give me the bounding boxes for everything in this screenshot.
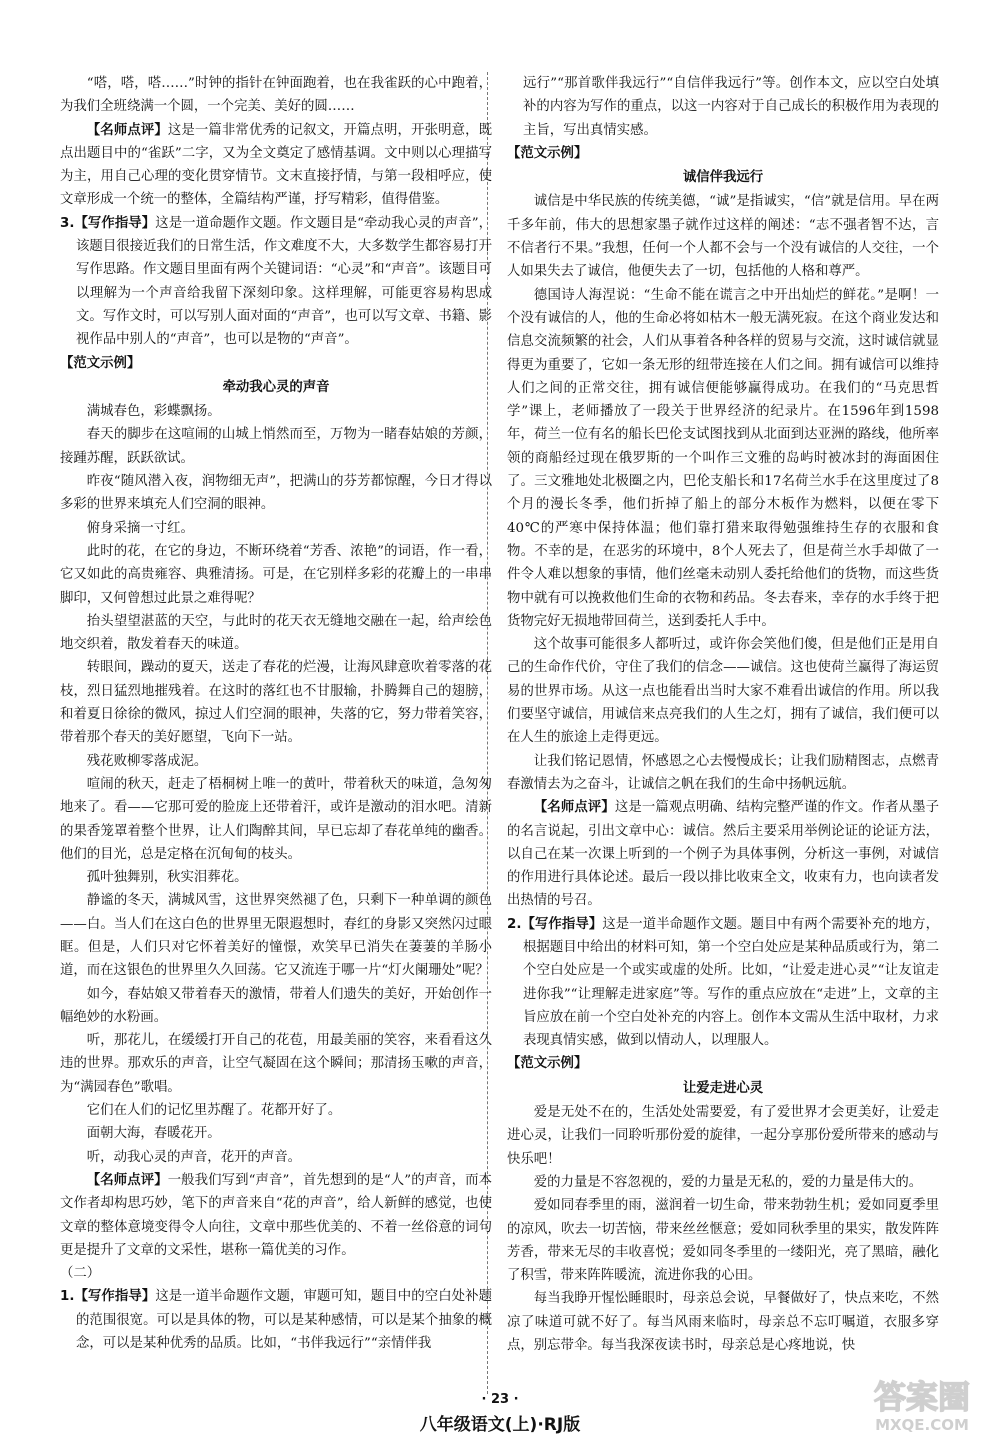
- teacher-comment: [507, 796, 939, 912]
- essay-paragraph: 残花败柳零落成泥。: [86, 753, 208, 769]
- teacher-comment: [60, 1169, 492, 1262]
- essay-paragraph: 孤叶独舞别，秋实泪葬花。: [86, 870, 248, 886]
- essay-paragraph: 俯身采摘一寸红。: [86, 520, 194, 536]
- example-tag: 【范文示例】: [507, 1056, 588, 1072]
- example-tag: 【范文示例】: [60, 355, 141, 371]
- section-heading: （二）: [60, 1266, 101, 1282]
- comment-tag: 【名师点评】: [533, 800, 615, 816]
- guide-tag: 【写作指导】: [521, 916, 603, 932]
- essay-paragraph: 昨夜“随风潜入夜，润物细无声”，把满山的芬芳都惊醒，今日才得以多彩的世界来填充人们空洞的眼神。: [60, 474, 492, 513]
- essay-paragraph: 听，那花儿，在缓缓打开自己的花苞，用最美丽的笑容，来看看这久违的世界。那欢乐的声音，让空气凝固在这个瞬间；那清扬玉嗽的声音，为“满园春色”歌唱。: [60, 1033, 492, 1095]
- essay-paragraph: 如今，春姑娘又带着春天的激情，带着人们遗失的美好，开始创作一幅绝妙的水粉画。: [60, 986, 492, 1025]
- guide-text: 这是一道半命题作文题。题目中有两个需要补充的地方，根据题目中给出的材料可知，第一个空白处应是某种品质或行为，第二个空白处应是一个或实或虚的处所。比如，“让爱走进心灵”“让友谊走进你我”“让理解走进家庭”等。写作的重点应放在“走进”上，文章的主旨应放在前一个空白处补充的内容上。创作本文需从生活中取材，力求表现真情实感，做到以情动人，以理服人。: [523, 916, 939, 1049]
- example-tag: 【范文示例】: [507, 145, 588, 161]
- teacher-comment: [60, 119, 492, 212]
- book-title: 八年级语文(上)·RJ版: [419, 1415, 581, 1435]
- essay-paragraph: 诚信是中华民族的传统美德，“诚”是指诚实，“信”就是信用。早在两千多年前，伟大的思想家墨子就作过这样的阐述：“志不强者智不达，言不信者行不果。”我想，任何一个人都不会与一个没有诚信的人交往，一个人如果失去了诚信，他便失去了一切，包括他的人格和尊严。: [507, 194, 939, 280]
- essay-paragraph: 每当我睁开惺忪睡眼时，母亲总会说，早餐做好了，快点来吃，不然凉了味道可就不好了。每当风雨来临时，母亲总不忘叮嘱道，衣服多穿点，别忘带伞。每当我深夜读书时，母亲总是心疼地说，快: [507, 1291, 939, 1354]
- essay-paragraph: 爱的力量是不容忽视的，爱的力量是无私的，爱的力量是伟大的。: [533, 1174, 923, 1190]
- guide-tag: 【写作指导】: [74, 215, 156, 231]
- question-number: 3.: [60, 215, 75, 231]
- question-number: 2.: [507, 916, 522, 932]
- essay-title: 牵动我心灵的声音: [222, 379, 330, 395]
- essay-paragraph: 爱是无处不在的，生活处处需要爱，有了爱世界才会更美好，让爱走进心灵，让我们一同聆听那份爱的旋律，一起分享那份爱所带来的感动与快乐吧！: [507, 1105, 939, 1167]
- guide-tag: 【写作指导】: [74, 1289, 156, 1305]
- watermark-text: 答案圈: [873, 1378, 971, 1416]
- comment-tag: 【名师点评】: [86, 1172, 168, 1188]
- watermark-logo: [862, 1370, 982, 1436]
- question-1-guide: [60, 1285, 492, 1355]
- question-number: 1.: [60, 1289, 75, 1305]
- page-number: · 23 ·: [481, 1392, 519, 1407]
- question-3-guide: [60, 212, 492, 352]
- comment-tag: 【名师点评】: [86, 122, 168, 138]
- essay-paragraph: 这个故事可能很多人都听过，或许你会笑他们傻，但是他们正是用自己的生命作代价，守住了我们的信念——诚信。这也使荷兰赢得了海运贸易的世界市场。从这一点也能看出当时大家不难看出诚信的作用。所以我们要坚守诚信，用诚信来点亮我们的人生之灯，拥有了诚信，我们便可以在人生的旅途上走得更远。: [507, 637, 939, 746]
- essay-paragraph: 转眼间，躁动的夏天，送走了春花的烂漫，让海风肆意吹着零落的花枝，烈日猛烈地摧残着。在这时的落红也不甘服输，扑腾舞自己的翅膀，和着夏日徐徐的微风，掠过人们空洞的眼神，失落的它，努力带着笑容，带着那个春天的美好愿望，飞向下一站。: [60, 660, 492, 746]
- watermark-url: MXQE.COM: [875, 1416, 969, 1434]
- question-2-guide: [507, 913, 939, 1053]
- essay-title: 诚信伴我远行: [682, 170, 764, 186]
- essay-paragraph: 让我们铭记恩情，怀感恩之心去慢慢成长；让我们励精图志，点燃青春激情去为之奋斗，让诚信之帆在我们的生命中扬帆远航。: [507, 753, 939, 792]
- essay-paragraph: 春天的脚步在这喧闹的山城上悄然而至，万物为一睹春姑娘的芳颜，接踵苏醒，跃跃欲试。: [60, 427, 492, 466]
- essay-paragraph: 满城春色，彩蝶飘扬。: [86, 404, 221, 420]
- comment-text: 一般我们写到“声音”，首先想到的是“人”的声音，而本文作者却构思巧妙，笔下的声音来自“花的声音”，给人新鲜的感觉，也使文章的整体意境变得令人向往，文章中那些优美的、不着一丝俗意的词句更是提升了文章的文采性，堪称一篇优美的习作。: [60, 1172, 492, 1258]
- essay-paragraph: 喧闹的秋天，赶走了梧桐树上唯一的黄叶，带着秋天的味道，急匆匆地来了。看——它那可爱的脸庞上还带着汗，或许是激动的泪水吧。清新的果香笼罩着整个世界，让人们陶醉其间，早已忘却了春花单纯的幽香。他们的目光，总是定格在沉甸甸的枝头。: [60, 776, 492, 862]
- guide-continuation: 远行”“那首歌伴我远行”“自信伴我远行”等。创作本文，应以空白处填补的内容为写作的重点，以这一内容对于自己成长的积极作用为表现的主旨，写出真情实感。: [523, 76, 939, 138]
- essay-paragraph: 面朝大海，春暖花开。: [86, 1126, 221, 1142]
- essay-paragraph: 德国诗人海涅说：“生命不能在谎言之中开出灿烂的鲜花。”是啊！一个没有诚信的人，他的生命必将如枯木一般无满死寂。在这个商业发达和信息交流频繁的社会，人们从事着各种各样的贸易与交流，这时诚信就显得更为重要了，它如一条无形的纽带连接在人们之间。拥有诚信可以维持人们之间的正常交往，拥有诚信便能够赢得成功。在我们的“马克思哲学”课上，老师播放了一段关于世界经济的纪录片。在1596年到1598年，荷兰一位有名的船长巴伦支试图找到从北面到达亚洲的路线，他所率领的商船经过现在俄罗斯的一个叫作三文雅的岛屿时被冰封的海面困住了。三文雅地处北极圈之内，巴伦支船长和17名荷兰水手在这里度过了8个月的漫长冬季，他们折掉了船上的部分木板作为燃料，以便在零下40℃的严寒中保持体温；他们靠打猎来取得勉强维持生存的衣服和食物。不幸的是，在恶劣的环境中，8个人死去了，但是荷兰水手却做了一件令人难以想象的事情，他们丝毫未动别人委托给他们的货物，而这些货物中就有可以挽救他们生命的衣物和药品。冬去春来，幸存的水手终于把货物完好无损地带回荷兰，送到委托人手中。: [507, 287, 939, 629]
- essay-title: 让爱走进心灵: [682, 1080, 764, 1096]
- essay-paragraph: 爱如同春季里的雨，滋润着一切生命，带来勃勃生机；爱如同夏季里的凉风，吹去一切苦恼，带来丝丝惬意；爱如同秋季里的果实，散发阵阵芳香，带来无尽的丰收喜悦；爱如同冬季里的一缕阳光，亮了黑暗，融化了积雪，带来阵阵暖流，流进你我的心田。: [507, 1198, 939, 1284]
- comment-text: 这是一篇非常优秀的记叙文，开篇点明，开张明意，既点出题目中的“雀跃”二字，又为全文奠定了感情基调。文中则以心理描写为主，用自己心理的变化贯穿情节。文末直接抒情，与第一段相呼应，使文章形成一个统一的整体，全篇结构严谨，抒写精彩，值得借鉴。: [60, 122, 493, 208]
- essay-paragraph: 静谧的冬天，满城风雪，这世界突然褪了色，只剩下一种单调的颜色——白。当人们在这白色的世界里无限遐想时，春红的身影又突然闪过眼眶。但是，人们只对它怀着美好的憧憬，欢笑早已消失在萋萋的羊肠小道，而在这银色的世界里久久回荡。它又流连于哪一片“灯火阑珊处”呢？: [60, 893, 492, 979]
- essay-closing-paragraph: “嗒，嗒，嗒……”时钟的指针在钟面跑着，也在我雀跃的心中跑着，为我们全班绕满一个圆，一个完美、美好的圆……: [60, 76, 492, 115]
- essay-paragraph: 抬头望望湛蓝的天空，与此时的花天衣无缝地交融在一起，给声绘色地交织着，散发着春天的味道。: [60, 613, 492, 653]
- guide-text: 这是一道命题作文题。作文题目是“牵动我心灵的声音”，该题目很接近我们的日常生活，作文难度不大，大多数学生都容易打开写作思路。作文题目里面有两个关键词语：“心灵”和“声音”。该题目可以理解为一个声音给我留下深刻印象。这样理解，可能更容易构思成文。写作文时，可以写别人面对面的“声音”，也可以写文章、书籍、影视作品中别人的“声音”，也可以是物的“声音”。: [76, 215, 492, 348]
- essay-paragraph: 此时的花，在它的身边，不断环绕着“芳香、浓艳”的词语，作一看，它又如此的高贵雍容、典雅清扬。可是，在它别样多彩的花瓣上的一串串脚印，又何曾想过此景之难得呢？: [60, 543, 492, 606]
- right-column: [507, 72, 939, 1357]
- left-column: [60, 72, 492, 1355]
- comment-text: 这是一篇观点明确、结构完整严谨的作文。作者从墨子的名言说起，引出文章中心：诚信。然后主要采用举例论证的论证方法，以自己在某一次课上听到的一个例子为具体事例，分析这一事例，对诚信的作用进行具体论述。最后一段以排比收束全文，收束有力，也向读者发出热情的号召。: [507, 800, 940, 909]
- essay-paragraph: 听，动我心灵的声音，花开的声音。: [86, 1149, 302, 1165]
- essay-paragraph: 它们在人们的记忆里苏醒了。花都开好了。: [86, 1103, 342, 1119]
- guide-text: 这是一道半命题作文题，审题可知，题目中的空白处补题的范围很宽。可以是具体的物，可以是某种感情，可以是某个抽象的概念，可以是某种优秀的品质。比如，“书伴我远行”“亲情伴我: [76, 1289, 492, 1352]
